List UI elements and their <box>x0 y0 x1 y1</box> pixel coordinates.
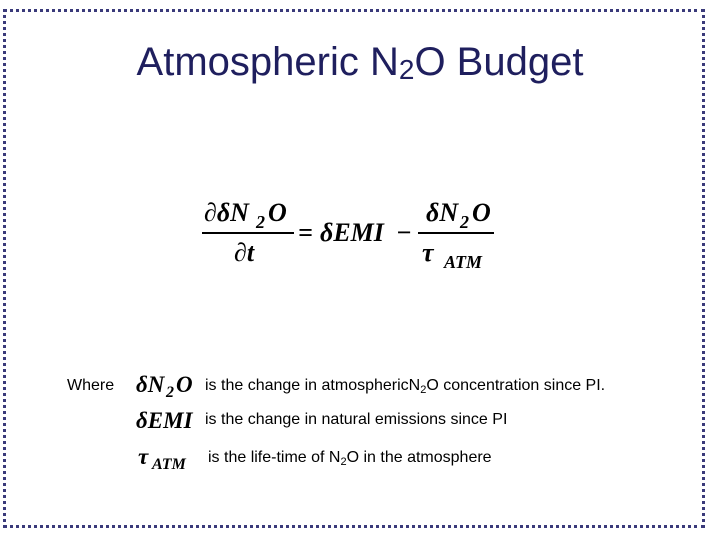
lhs-numerator-subscript: 2 <box>256 212 265 232</box>
definition-delta-n2o: is the change in atmosphericN$_2$O concentration since PI. <box>205 377 606 396</box>
symbol-subscript: ATM <box>152 456 186 473</box>
title-text-end: O Budget <box>414 40 584 84</box>
equals-sign: = <box>298 218 313 247</box>
title-subscript: 2 <box>398 54 415 85</box>
symbol-text: δEMI <box>136 408 193 433</box>
title-text: Atmospheric N <box>136 40 399 84</box>
symbol-subscript: 2 <box>166 384 174 401</box>
lhs-numerator-end: O <box>268 198 287 227</box>
lhs-denominator: ∂t <box>234 238 255 267</box>
rhs-numerator-end: O <box>472 198 491 227</box>
symbol-text: τ <box>138 444 149 469</box>
symbol-text-end: O <box>176 372 193 397</box>
budget-equation <box>200 198 500 273</box>
minus-sign: − <box>396 218 412 247</box>
rhs-denominator-tau: τ <box>422 238 434 267</box>
lhs-fraction-bar <box>202 232 294 234</box>
definition-delta-emi: is the change in natural emissions since PI <box>205 411 508 428</box>
symbol-text: δN <box>136 372 165 397</box>
rhs-denominator-subscript: ATM <box>444 252 483 272</box>
where-label: Where <box>67 377 115 394</box>
rhs-numerator: δN <box>426 198 459 227</box>
definition-tau-atm: is the life-time of $N_2O$ in the atmosphere <box>208 449 492 468</box>
lhs-numerator: ∂δN <box>204 198 249 227</box>
rhs-numerator-subscript: 2 <box>460 212 469 232</box>
slide-title <box>0 40 720 85</box>
rhs-fraction-bar <box>418 232 494 234</box>
emi-term: δEMI <box>320 218 384 247</box>
